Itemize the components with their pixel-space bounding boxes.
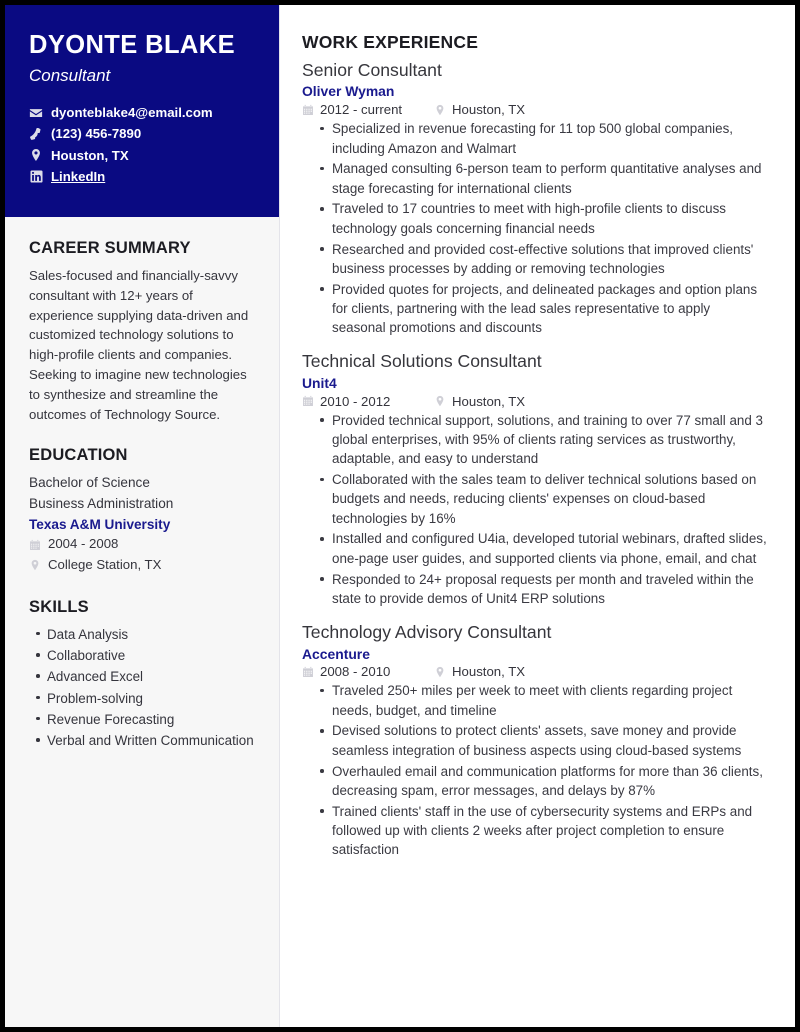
location-pin-icon	[29, 559, 41, 571]
list-item: Data Analysis	[47, 625, 255, 644]
job-dates: 2010 - 2012	[320, 393, 391, 409]
job-entry	[302, 351, 767, 608]
list-item: Traveled 250+ miles per week to meet with clients regarding project needs, budget, and timeline	[332, 681, 767, 720]
education-location: College Station, TX	[48, 557, 162, 573]
career-summary-text: Sales-focused and financially-savvy consultant with 12+ years of experience supplying data-driven and customized technology solutions to high-profile clients and companies. Seeking to imagine new technologies to synthesize and streamline the outcomes of Technology Source.	[29, 268, 249, 422]
job-meta	[302, 102, 767, 117]
job-location-group	[434, 664, 525, 679]
list-item: Overhauled email and communication platforms for more than 36 clients, decreasing spam, error messages, and delays by 87%	[332, 762, 767, 801]
education-heading: EDUCATION	[29, 446, 128, 465]
linkedin-icon	[29, 170, 43, 184]
education-location-row	[29, 555, 255, 576]
contact-location	[29, 145, 255, 166]
list-item: Verbal and Written Communication	[47, 731, 255, 750]
job-meta	[302, 394, 767, 409]
job-bullets	[302, 119, 767, 337]
job-dates: 2008 - 2010	[320, 664, 391, 680]
list-item: Responded to 24+ proposal requests per month and traveled within the state to provide demos of Unit4 ERP solutions	[332, 570, 767, 609]
location-pin-icon	[434, 666, 446, 678]
job-location: Houston, TX	[452, 664, 526, 680]
location-pin-icon	[434, 104, 446, 116]
skills-list	[29, 625, 255, 751]
contact-list	[29, 102, 255, 188]
list-item: Advanced Excel	[47, 667, 255, 686]
job-location-group	[434, 102, 525, 117]
location-pin-icon	[29, 148, 43, 162]
job-entry	[302, 60, 767, 337]
list-item: Collaborated with the sales team to deliver technical solutions based on budgets and needs, reducing clients' expenses on cloud-based technologies by 16%	[332, 470, 767, 528]
list-item: Revenue Forecasting	[47, 710, 255, 729]
job-title: Senior Consultant	[302, 60, 442, 80]
list-item: Managed consulting 6-person team to perform quantitative analyses and stage forecasting for international clients	[332, 159, 767, 198]
candidate-role: Consultant	[29, 65, 111, 85]
job-entry	[302, 622, 767, 859]
calendar-icon	[302, 395, 314, 407]
section-career-summary	[29, 217, 255, 424]
list-item: Provided quotes for projects, and delineated packages and option plans for clients, partnering with the lead sales representative to apply seasonal promotions and discounts	[332, 280, 767, 338]
job-location: Houston, TX	[452, 102, 526, 118]
section-education	[29, 424, 255, 575]
list-item: Installed and configured U4ia, developed tutorial webinars, drafted slides, one-page user guides, and supported clients via phone, email, and chat	[332, 529, 767, 568]
education-dates-row	[29, 534, 255, 555]
job-dates-group	[302, 102, 434, 117]
job-company: Accenture	[302, 645, 370, 662]
job-company: Unit4	[302, 374, 337, 391]
contact-phone-label: (123) 456-7890	[51, 126, 142, 142]
job-location-group	[434, 394, 525, 409]
education-field: Business Administration	[29, 495, 174, 511]
education-school: Texas A&M University	[29, 517, 171, 533]
contact-email-label: dyonteblake4@email.com	[51, 104, 213, 120]
education-dates: 2004 - 2008	[48, 536, 119, 552]
calendar-icon	[29, 539, 41, 551]
sidebar-body	[5, 217, 279, 750]
list-item: Collaborative	[47, 646, 255, 665]
job-dates-group	[302, 394, 434, 409]
list-item: Devised solutions to protect clients' assets, save money and provide seamless integration of business aspects using cloud-based systems	[332, 721, 767, 760]
calendar-icon	[302, 104, 314, 116]
phone-icon	[29, 127, 43, 141]
job-dates: 2012 - current	[320, 102, 403, 118]
job-title: Technical Solutions Consultant	[302, 351, 542, 372]
job-title: Technology Advisory Consultant	[302, 622, 552, 643]
job-bullets	[302, 681, 767, 859]
section-skills	[29, 576, 255, 751]
contact-linkedin[interactable]	[29, 166, 255, 187]
contact-linkedin-label[interactable]: LinkedIn	[51, 169, 106, 185]
job-dates-group	[302, 664, 434, 679]
job-meta	[302, 664, 767, 679]
contact-phone[interactable]	[29, 123, 255, 144]
list-item: Trained clients' staff in the use of cybersecurity systems and ERPs and followed up with clients 2 weeks after project completion to ensure satisfaction	[332, 802, 767, 860]
career-summary-heading: CAREER SUMMARY	[29, 239, 191, 257]
hero-header	[5, 5, 279, 217]
list-item: Problem-solving	[47, 689, 255, 708]
education-degree: Bachelor of Science	[29, 475, 150, 491]
list-item: Researched and provided cost-effective solutions that improved clients' business processes by adding or removing technologies	[332, 240, 767, 279]
job-company: Oliver Wyman	[302, 83, 395, 100]
location-pin-icon	[434, 395, 446, 407]
work-experience-heading: WORK EXPERIENCE	[302, 32, 479, 52]
calendar-icon	[302, 666, 314, 678]
candidate-name: DYONTE BLAKE	[29, 31, 235, 59]
list-item: Traveled to 17 countries to meet with high-profile clients to discuss technology goals concerning financial needs	[332, 199, 767, 238]
contact-location-label: Houston, TX	[51, 147, 129, 163]
job-location: Houston, TX	[452, 393, 526, 409]
contact-email[interactable]	[29, 102, 255, 123]
envelope-icon	[29, 106, 43, 120]
job-bullets	[302, 411, 767, 608]
list-item: Provided technical support, solutions, and training to over 77 small and 3 global enterprises, with 95% of clients rating services as trustworthy, adaptable, and easy to understand	[332, 411, 767, 469]
skills-heading: SKILLS	[29, 597, 89, 616]
list-item: Specialized in revenue forecasting for 11 top 500 global companies, including Amazon and Walmart	[332, 119, 767, 158]
main-column	[280, 5, 795, 1027]
sidebar	[5, 5, 280, 1027]
